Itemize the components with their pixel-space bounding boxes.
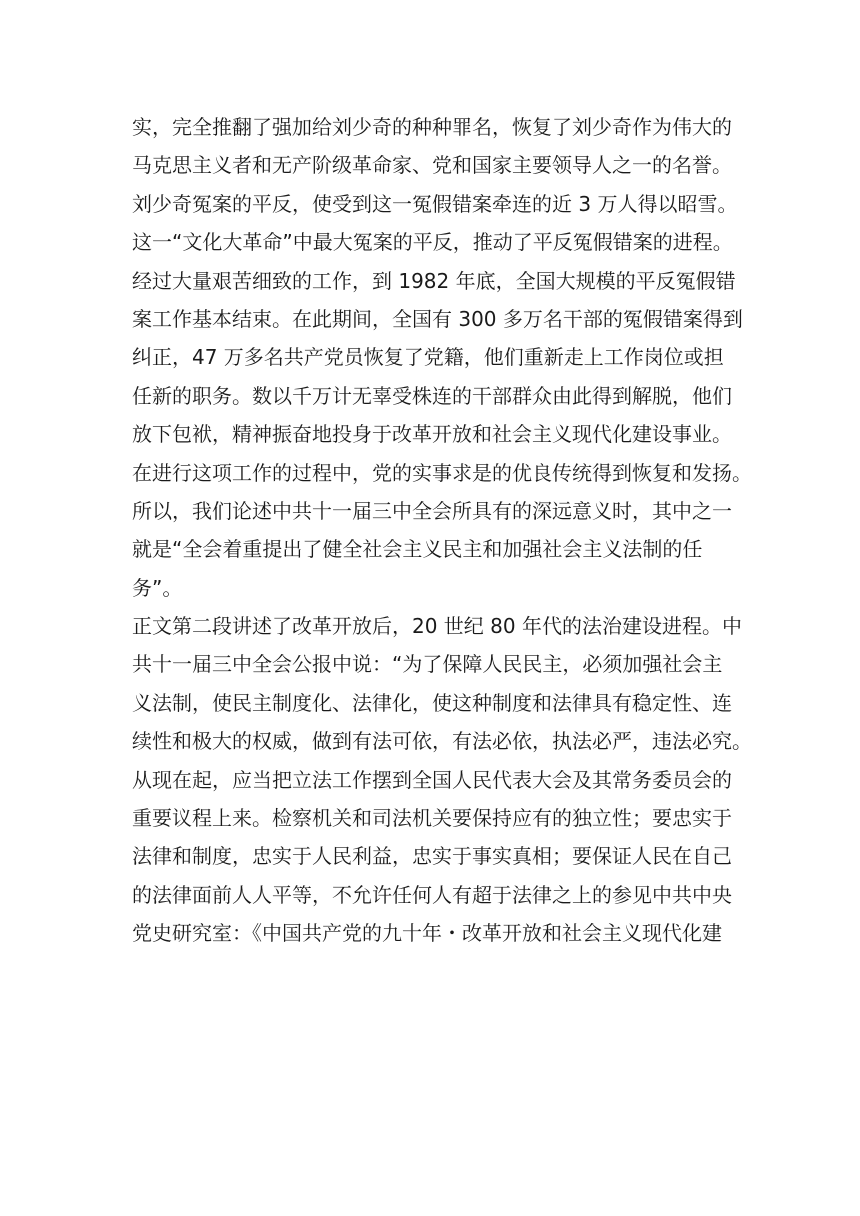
text-line: 任新的职务。数以千万计无辜受株连的干部群众由此得到解脱，他们 [132,383,732,408]
text-line: 刘少奇冤案的平反，使受到这一冤假错案牵连的近 3 万人得以昭雪。 [132,191,738,216]
text-line: 纠正，47 万多名共产党员恢复了党籍，他们重新走上工作岗位或担 [132,345,724,370]
text-line: 法律和制度，忠实于人民利益，忠实于事实真相；要保证人民在自己 [132,844,732,869]
text-line: 义法制，使民主制度化、法律化，使这种制度和法律具有稳定性、连 [132,690,732,715]
text-line: 案工作基本结束。在此期间，全国有 300 多万名干部的冤假错案得到 [132,306,743,331]
text-line: 实，完全推翻了强加给刘少奇的种种罪名，恢复了刘少奇作为伟大的 [132,115,732,139]
text-line: 经过大量艰苦细致的工作，到 1982 年底，全国大规模的平反冤假错 [132,268,736,293]
text-line: 这一“文化大革命”中最大冤案的平反，推动了平反冤假错案的进程。 [132,230,733,255]
text-line: 的法律面前人人平等，不允许任何人有超于法律之上的参见中共中央 [132,882,732,907]
text-line: 正文第二段讲述了改革开放后，20 世纪 80 年代的法治建设进程。中 [132,614,742,639]
text-line: 重要议程上来。检察机关和司法机关要保持应有的独立性；要忠实于 [132,806,732,831]
text-line: 共十一届三中全会公报中说：“为了保障人民民主，必须加强社会主 [132,652,723,677]
text-line: 从现在起，应当把立法工作摆到全国人民代表大会及其常务委员会的 [132,767,732,792]
text-line: 党史研究室：《中国共产党的九十年・改革开放和社会主义现代化建 [132,921,722,946]
body-text [132,108,752,953]
text-line: 马克思主义者和无产阶级革命家、党和国家主要领导人之一的名誉。 [132,153,732,178]
text-line: 务”。 [132,575,183,600]
text-line: 放下包袱，精神振奋地投身于改革开放和社会主义现代化建设事业。 [132,422,732,447]
text-line: 就是“全会着重提出了健全社会主义民主和加强社会主义法制的任 [132,537,703,562]
text-line: 在进行这项工作的过程中，党的实事求是的优良传统得到恢复和发扬。 [132,460,752,485]
text-line: 所以，我们论述中共十一届三中全会所具有的深远意义时，其中之一 [132,498,732,523]
text-line: 续性和极大的权威，做到有法可依，有法必依，执法必严，违法必究。 [132,729,752,754]
